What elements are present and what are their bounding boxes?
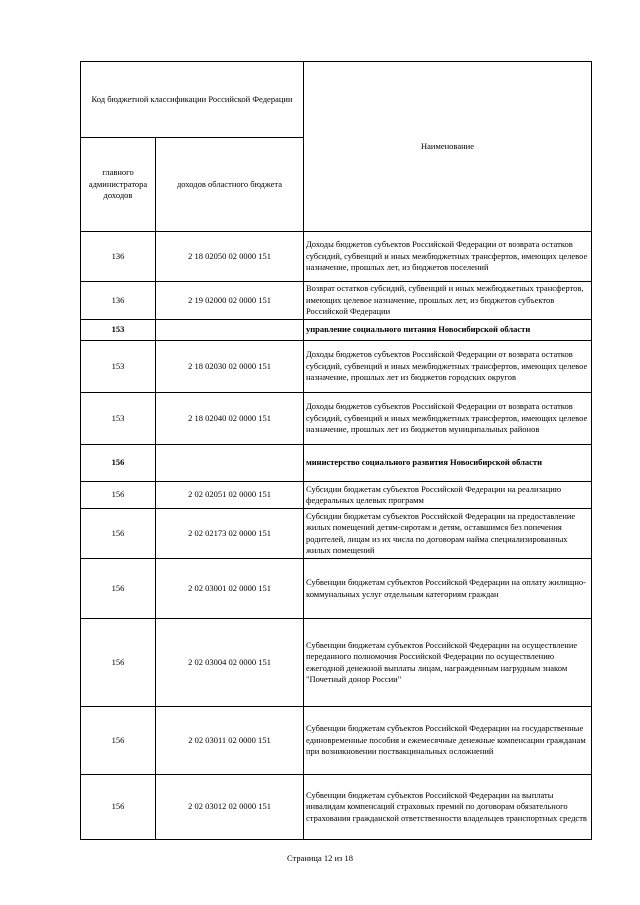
income-code-cell: 2 02 03011 02 0000 151 — [156, 707, 304, 775]
admin-code-cell: 153 — [81, 341, 156, 393]
table-row — [81, 320, 592, 341]
income-code-cell: 2 02 03004 02 0000 151 — [156, 619, 304, 707]
table-row — [81, 559, 592, 619]
table-row — [81, 775, 592, 840]
name-cell: Доходы бюджетов субъектов Российской Федерации от возврата остатков субсидий, субвенций и иных межбюджетных трансфертов, имеющих целевое назначение, прошлых лет из бюджетов муниципальных районов — [304, 393, 592, 445]
table-row — [81, 445, 592, 482]
admin-code-cell: 136 — [81, 232, 156, 282]
name-cell: Субвенции бюджетам субъектов Российской Федерации на оплату жилищно-коммунальных услуг отдельным категориям граждан — [304, 559, 592, 619]
income-code-cell: 2 02 02173 02 0000 151 — [156, 509, 304, 559]
name-cell: Доходы бюджетов субъектов Российской Федерации от возврата остатков субсидий, субвенций и иных межбюджетных трансфертов, имеющих целевое назначение, прошлых лет из бюджетов городских округов — [304, 341, 592, 393]
table-row — [81, 619, 592, 707]
name-cell: министерство социального развития Новосибирской области — [304, 445, 592, 482]
admin-code-cell: 156 — [81, 509, 156, 559]
table-row — [81, 509, 592, 559]
admin-code-cell: 153 — [81, 320, 156, 341]
income-code-cell: 2 02 02051 02 0000 151 — [156, 482, 304, 509]
name-cell: Субсидии бюджетам субъектов Российской Федерации на предоставление жилых помещений детям-сиротам и детям, оставшимся без попечения родителей, лицам из их числа по договорам найма специализированных жилых помещений — [304, 509, 592, 559]
page-footer: Страница 12 из 18 — [286, 853, 354, 863]
table-row — [81, 393, 592, 445]
table-row — [81, 707, 592, 775]
header-admin: главного администратора доходов — [81, 138, 156, 232]
admin-code-cell: 156 — [81, 707, 156, 775]
income-code-cell: 2 18 02030 02 0000 151 — [156, 341, 304, 393]
name-cell: Возврат остатков субсидий, субвенций и иных межбюджетных трансфертов, имеющих целевое назначение, прошлых лет, из бюджетов субъектов Российской Федерации — [304, 282, 592, 320]
header-group-title: Код бюджетной классификации Российской Федерации — [81, 62, 304, 138]
income-code-cell: 2 19 02000 02 0000 151 — [156, 282, 304, 320]
income-code-cell — [156, 445, 304, 482]
name-cell: Субвенции бюджетам субъектов Российской Федерации на выплаты инвалидам компенсаций страховых премий по договорам обязательного страхования гражданской ответственности владельцев транспортных средств — [304, 775, 592, 840]
income-code-cell: 2 02 03012 02 0000 151 — [156, 775, 304, 840]
table-row — [81, 482, 592, 509]
name-cell: Субвенции бюджетам субъектов Российской Федерации на осуществление переданного полномочия Российской Федерации по осуществлению ежегодной денежной выплаты лицам, награжденным нагрудным знаком "Почетный донор России" — [304, 619, 592, 707]
header-row-top — [81, 62, 592, 138]
admin-code-cell: 153 — [81, 393, 156, 445]
name-cell: Доходы бюджетов субъектов Российской Федерации от возврата остатков субсидий, субвенций и иных межбюджетных трансфертов, имеющих целевое назначение, прошлых лет, из бюджетов поселений — [304, 232, 592, 282]
name-cell: Субвенции бюджетам субъектов Российской Федерации на государственные единовременные пособия и ежемесячные денежные компенсации гражданам при возникновении поствакцинальных осложнений — [304, 707, 592, 775]
admin-code-cell: 156 — [81, 775, 156, 840]
table-row — [81, 232, 592, 282]
admin-code-cell: 156 — [81, 559, 156, 619]
income-code-cell: 2 18 02040 02 0000 151 — [156, 393, 304, 445]
income-code-cell — [156, 320, 304, 341]
header-name: Наименование — [304, 62, 592, 232]
table-row — [81, 282, 592, 320]
admin-code-cell: 156 — [81, 619, 156, 707]
header-income-code: доходов областного бюджета — [156, 138, 304, 232]
name-cell: Субсидии бюджетам субъектов Российской Федерации на реализацию федеральных целевых программ — [304, 482, 592, 509]
admin-code-cell: 156 — [81, 445, 156, 482]
name-cell: управление социального питания Новосибирской области — [304, 320, 592, 341]
budget-classification-table — [80, 61, 592, 840]
admin-code-cell: 136 — [81, 282, 156, 320]
income-code-cell: 2 18 02050 02 0000 151 — [156, 232, 304, 282]
table-row — [81, 341, 592, 393]
income-code-cell: 2 02 03001 02 0000 151 — [156, 559, 304, 619]
admin-code-cell: 156 — [81, 482, 156, 509]
